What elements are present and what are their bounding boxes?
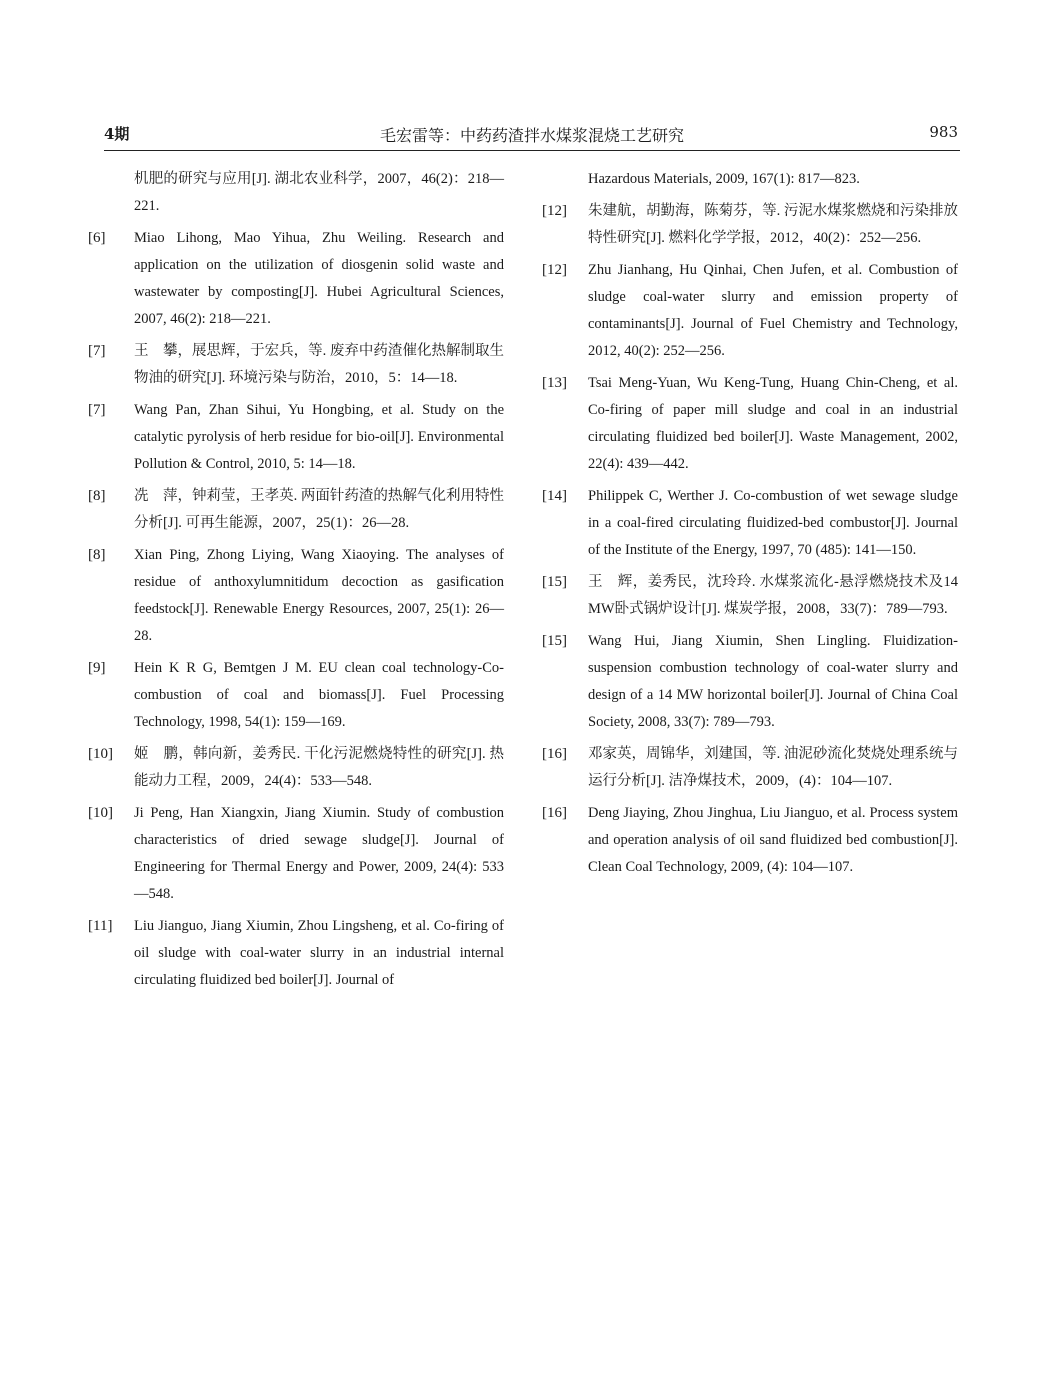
reference-number: [16] [542, 746, 567, 762]
reference-number: [15] [542, 633, 567, 649]
reference-continuation [88, 166, 504, 220]
reference-number: [7] [88, 402, 106, 418]
reference-text: 姬 鹏，韩向新，姜秀民. 干化污泥燃烧特性的研究[J]. 热能动力工程，2009，24(4)：533—548. [134, 746, 504, 789]
reference-text: 朱建航，胡勤海，陈菊芬，等. 污泥水煤浆燃烧和污染排放特性研究[J]. 燃料化学学报，2012，40(2)：252—256. [588, 203, 958, 246]
reference-entry [542, 741, 958, 795]
reference-text: Zhu Jianhang, Hu Qinhai, Chen Jufen, et al. Combustion of sludge coal-water slurry and emission property of contaminants[J]. Journal of Fuel Chemistry and Technology, 2012, 40(2): 252—256. [588, 262, 958, 359]
reference-entry [88, 542, 504, 650]
reference-text: 冼 萍，钟莉莹，王孝英. 两面针药渣的热解气化利用特性分析[J]. 可再生能源，2007，25(1)：26—28. [134, 488, 504, 531]
reference-number: [12] [542, 203, 567, 219]
reference-number: [7] [88, 343, 106, 359]
reference-number: [8] [88, 547, 106, 563]
reference-entry [88, 397, 504, 478]
reference-entry [542, 569, 958, 623]
reference-entry [88, 800, 504, 908]
reference-text: Xian Ping, Zhong Liying, Wang Xiaoying. The analyses of residue of anthoxylumnitidum decoction as gasification feedstock[J]. Renewable Energy Resources, 2007, 25(1): 26—28. [134, 547, 504, 644]
reference-text: 王 辉，姜秀民，沈玲玲. 水煤浆流化-悬浮燃烧技术及14 MW卧式锅炉设计[J]. 煤炭学报，2008，33(7)：789—793. [588, 574, 958, 617]
reference-text: Miao Lihong, Mao Yihua, Zhu Weiling. Research and application on the utilization of diosgenin solid waste and wastewater by composting[J]. Hubei Agricultural Sciences, 2007, 46(2): 218—221. [134, 230, 504, 327]
reference-entry [88, 483, 504, 537]
running-header [104, 120, 960, 151]
page-number: 983 [929, 123, 958, 141]
reference-text: Philippek C, Werther J. Co-combustion of wet sewage sludge in a coal-fired circulating fluidized-bed combustor[J]. Journal of the Institute of the Energy, 1997, 70 (485): 141—150. [588, 488, 958, 558]
reference-number: [11] [88, 918, 113, 934]
reference-entry [542, 800, 958, 881]
reference-number: [6] [88, 230, 106, 246]
reference-number: [15] [542, 574, 567, 590]
reference-number: [12] [542, 262, 567, 278]
right-column [542, 166, 958, 886]
reference-number: [13] [542, 375, 567, 391]
reference-entry [542, 628, 958, 736]
reference-number: [10] [88, 805, 113, 821]
reference-number: [9] [88, 660, 106, 676]
reference-continuation [542, 166, 958, 193]
reference-text: Wang Pan, Zhan Sihui, Yu Hongbing, et al. Study on the catalytic pyrolysis of herb residue for bio-oil[J]. Environmental Pollution & Control, 2010, 5: 14—18. [134, 402, 504, 472]
reference-text: Liu Jianguo, Jiang Xiumin, Zhou Lingsheng, et al. Co-firing of oil sludge with coal-water slurry in an industrial internal circulating fluidized bed boiler[J]. Journal of [134, 918, 504, 988]
reference-text: 机肥的研究与应用[J]. 湖北农业科学，2007，46(2)：218—221. [134, 171, 504, 214]
reference-text: Ji Peng, Han Xiangxin, Jiang Xiumin. Study of combustion characteristics of dried sewage sludge[J]. Journal of Engineering for Thermal Energy and Power, 2009, 24(4): 533—548. [134, 805, 504, 902]
reference-entry [542, 198, 958, 252]
reference-entry [88, 741, 504, 795]
reference-entry [88, 913, 504, 994]
reference-text: 王 攀，展思辉，于宏兵，等. 废弃中药渣催化热解制取生物油的研究[J]. 环境污染与防治，2010，5：14—18. [134, 343, 504, 386]
running-title: 毛宏雷等：中药药渣拌水煤浆混烧工艺研究 [379, 126, 684, 145]
reference-entry [88, 338, 504, 392]
reference-text: Wang Hui, Jiang Xiumin, Shen Lingling. Fluidization-suspension combustion technology of coal-water slurry and design of a 14 MW horizontal boiler[J]. Journal of China Coal Society, 2008, 33(7): 789—793. [588, 633, 958, 730]
reference-text: Hazardous Materials, 2009, 167(1): 817—823. [588, 171, 860, 187]
reference-number: [8] [88, 488, 106, 504]
reference-entry [542, 370, 958, 478]
reference-entry [542, 257, 958, 365]
issue-label: 4期 [104, 125, 130, 143]
reference-number: [16] [542, 805, 567, 821]
reference-text: 邓家英，周锦华，刘建国，等. 油泥砂流化焚烧处理系统与运行分析[J]. 洁净煤技术，2009，(4)：104—107. [588, 746, 958, 789]
reference-entry [88, 225, 504, 333]
reference-number: [10] [88, 746, 113, 762]
reference-text: Tsai Meng-Yuan, Wu Keng-Tung, Huang Chin-Cheng, et al. Co-firing of paper mill sludge and coal in an industrial circulating fluidized bed boiler[J]. Waste Management, 2002, 22(4): 439—442. [588, 375, 958, 472]
left-column [88, 166, 504, 999]
reference-text: Deng Jiaying, Zhou Jinghua, Liu Jianguo, et al. Process system and operation analysis of oil sand fluidized bed combustion[J]. Clean Coal Technology, 2009, (4): 104—107. [588, 805, 958, 875]
reference-entry [542, 483, 958, 564]
reference-number: [14] [542, 488, 567, 504]
reference-text: Hein K R G, Bemtgen J M. EU clean coal technology-Co-combustion of coal and biomass[J]. Fuel Processing Technology, 1998, 54(1): 159—169. [134, 660, 504, 730]
reference-entry [88, 655, 504, 736]
